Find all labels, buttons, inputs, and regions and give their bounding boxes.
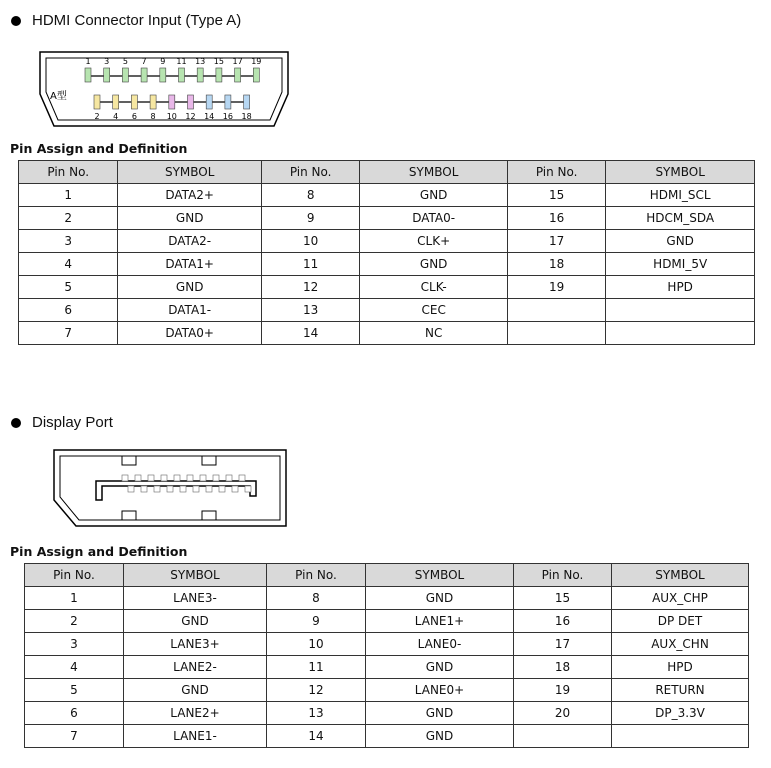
pin-number-cell: 7 [19, 322, 118, 345]
hdmi-pin [235, 68, 241, 82]
hdmi-pin [131, 95, 137, 109]
header-symbol: SYMBOL [612, 564, 749, 587]
pin-number-cell: 3 [25, 633, 124, 656]
pin-number-cell: 13 [261, 299, 359, 322]
pin-symbol-cell: DP DET [612, 610, 749, 633]
pin-number-cell [507, 299, 605, 322]
table-header-row [25, 564, 749, 587]
pin-number-cell: 4 [19, 253, 118, 276]
pin-number-cell: 15 [507, 184, 605, 207]
hdmi-pin [94, 95, 100, 109]
hdmi-pin [225, 95, 231, 109]
table-row [25, 702, 749, 725]
pin-number-cell: 1 [25, 587, 124, 610]
pin-number-cell: 5 [19, 276, 118, 299]
dp-pin [122, 475, 128, 481]
pin-number-label: 9 [160, 57, 166, 66]
pin-number-cell: 12 [267, 679, 366, 702]
table-row [19, 322, 755, 345]
header-symbol: SYMBOL [124, 564, 267, 587]
hdmi-pin [188, 95, 194, 109]
dp-pin [232, 486, 238, 492]
pin-number-cell: 7 [25, 725, 124, 748]
pin-symbol-cell: AUX_CHP [612, 587, 749, 610]
hdmi-bottom-pin-row [94, 95, 252, 121]
pin-symbol-cell: LANE0- [366, 633, 514, 656]
hdmi-pin [122, 68, 128, 82]
hdmi-pin [113, 95, 119, 109]
pin-number-cell: 16 [507, 207, 605, 230]
pin-symbol-cell: LANE3- [124, 587, 267, 610]
pin-number-cell: 11 [267, 656, 366, 679]
pin-symbol-cell [606, 299, 755, 322]
table-row [25, 633, 749, 656]
header-symbol: SYMBOL [360, 161, 508, 184]
pin-number-label: 1 [85, 57, 91, 66]
pin-number-cell: 10 [261, 230, 359, 253]
pin-number-label: 17 [232, 57, 243, 66]
pin-symbol-cell: GND [118, 207, 262, 230]
pin-symbol-cell: LANE1- [124, 725, 267, 748]
pin-number-cell: 6 [25, 702, 124, 725]
pin-symbol-cell: RETURN [612, 679, 749, 702]
hdmi-pin [197, 68, 203, 82]
pin-symbol-cell: HDCM_SDA [606, 207, 755, 230]
dp-pin [148, 475, 154, 481]
pin-number-cell: 19 [507, 276, 605, 299]
hdmi-pin [206, 95, 212, 109]
dp-pin [154, 486, 160, 492]
pin-symbol-cell: DATA2- [118, 230, 262, 253]
pin-number-cell: 15 [514, 587, 612, 610]
pin-number-label: 4 [113, 112, 119, 121]
hdmi-pin [216, 68, 222, 82]
hdmi-pin-table [18, 160, 755, 345]
pin-symbol-cell: GND [366, 725, 514, 748]
pin-number-cell: 14 [261, 322, 359, 345]
pin-symbol-cell: CLK- [360, 276, 508, 299]
pin-symbol-cell: GND [366, 656, 514, 679]
table-row [19, 230, 755, 253]
pin-number-label: 12 [185, 112, 196, 121]
pin-symbol-cell: GND [360, 253, 508, 276]
pin-number-cell: 9 [267, 610, 366, 633]
pin-number-label: 3 [104, 57, 110, 66]
pin-symbol-cell: HDMI_5V [606, 253, 755, 276]
dp-table-title: Pin Assign and Definition [10, 544, 188, 559]
dp-heading [11, 414, 113, 431]
table-header-row [19, 161, 755, 184]
bullet-icon [11, 16, 21, 26]
header-pin-no: Pin No. [19, 161, 118, 184]
dp-pin [200, 475, 206, 481]
pin-number-cell: 2 [25, 610, 124, 633]
pin-symbol-cell: GND [124, 610, 267, 633]
header-pin-no: Pin No. [507, 161, 605, 184]
pin-symbol-cell: GND [124, 679, 267, 702]
pin-number-cell: 4 [25, 656, 124, 679]
pin-symbol-cell [606, 322, 755, 345]
pin-number-label: 10 [166, 112, 177, 121]
pin-symbol-cell: LANE2- [124, 656, 267, 679]
pin-symbol-cell: LANE3+ [124, 633, 267, 656]
header-symbol: SYMBOL [118, 161, 262, 184]
hdmi-pin [141, 68, 147, 82]
dp-pin [213, 475, 219, 481]
pin-number-cell: 6 [19, 299, 118, 322]
pin-number-cell: 12 [261, 276, 359, 299]
pin-number-label: 5 [122, 57, 128, 66]
hdmi-table-title: Pin Assign and Definition [10, 141, 188, 156]
pin-number-label: 18 [241, 112, 252, 121]
pin-number-cell: 14 [267, 725, 366, 748]
pin-symbol-cell: DATA1- [118, 299, 262, 322]
header-symbol: SYMBOL [606, 161, 755, 184]
pin-symbol-cell: GND [360, 184, 508, 207]
pin-symbol-cell: DATA0- [360, 207, 508, 230]
pin-symbol-cell: CEC [360, 299, 508, 322]
pin-symbol-cell: LANE0+ [366, 679, 514, 702]
pin-number-label: 8 [150, 112, 156, 121]
pin-number-cell [507, 322, 605, 345]
header-pin-no: Pin No. [261, 161, 359, 184]
pin-number-cell: 10 [267, 633, 366, 656]
displayport-connector-diagram [52, 448, 288, 528]
hdmi-pin [104, 68, 110, 82]
pin-number-cell: 19 [514, 679, 612, 702]
dp-pin [180, 486, 186, 492]
pin-symbol-cell: GND [366, 587, 514, 610]
dp-pin [219, 486, 225, 492]
pin-number-cell: 8 [261, 184, 359, 207]
pin-number-label: 14 [204, 112, 215, 121]
dp-pin [167, 486, 173, 492]
hdmi-heading-text: HDMI Connector Input (Type A) [32, 12, 242, 29]
pin-symbol-cell: DATA2+ [118, 184, 262, 207]
pin-number-cell: 13 [267, 702, 366, 725]
pin-number-cell: 9 [261, 207, 359, 230]
header-pin-no: Pin No. [267, 564, 366, 587]
hdmi-pin [169, 95, 175, 109]
pin-symbol-cell: CLK+ [360, 230, 508, 253]
pin-symbol-cell: GND [366, 702, 514, 725]
header-pin-no: Pin No. [25, 564, 124, 587]
pin-number-cell: 1 [19, 184, 118, 207]
pin-symbol-cell: DP_3.3V [612, 702, 749, 725]
pin-number-cell: 17 [507, 230, 605, 253]
dp-pin [161, 475, 167, 481]
pin-symbol-cell: DATA0+ [118, 322, 262, 345]
hdmi-pin [160, 68, 166, 82]
pin-symbol-cell: DATA1+ [118, 253, 262, 276]
pin-symbol-cell: HDMI_SCL [606, 184, 755, 207]
connector-type-label: A型 [50, 91, 67, 102]
hdmi-pin [244, 95, 250, 109]
table-row [25, 725, 749, 748]
table-row [19, 253, 755, 276]
hdmi-connector-diagram [36, 50, 292, 130]
pin-number-label: 15 [213, 57, 224, 66]
pin-number-cell: 11 [261, 253, 359, 276]
pin-symbol-cell: LANE2+ [124, 702, 267, 725]
hdmi-pin [179, 68, 185, 82]
table-row [25, 587, 749, 610]
pin-number-cell: 17 [514, 633, 612, 656]
table-row [19, 276, 755, 299]
pin-symbol-cell: LANE1+ [366, 610, 514, 633]
pin-symbol-cell [612, 725, 749, 748]
pin-symbol-cell: GND [606, 230, 755, 253]
dp-heading-text: Display Port [32, 414, 113, 431]
table-row [25, 656, 749, 679]
pin-number-cell: 20 [514, 702, 612, 725]
pin-number-cell: 16 [514, 610, 612, 633]
header-symbol: SYMBOL [366, 564, 514, 587]
pin-number-cell: 5 [25, 679, 124, 702]
pin-number-cell: 3 [19, 230, 118, 253]
pin-number-label: 7 [141, 57, 147, 66]
dp-pin [239, 475, 245, 481]
pin-symbol-cell: GND [118, 276, 262, 299]
dp-pin [135, 475, 141, 481]
table-row [19, 299, 755, 322]
dp-pin [206, 486, 212, 492]
dp-pin [193, 486, 199, 492]
table-row [19, 207, 755, 230]
table-row [25, 610, 749, 633]
pin-number-label: 19 [251, 57, 262, 66]
pin-number-cell: 18 [507, 253, 605, 276]
pin-symbol-cell: NC [360, 322, 508, 345]
bullet-icon [11, 418, 21, 428]
table-row [25, 679, 749, 702]
dp-pin [245, 486, 251, 492]
dp-pin [187, 475, 193, 481]
pin-number-label: 13 [195, 57, 206, 66]
dp-pin [226, 475, 232, 481]
header-pin-no: Pin No. [514, 564, 612, 587]
dp-pin [141, 486, 147, 492]
dp-pin-table [24, 563, 749, 748]
dp-pin [174, 475, 180, 481]
hdmi-heading [11, 12, 241, 29]
pin-symbol-cell: HPD [606, 276, 755, 299]
pin-number-label: 16 [222, 112, 233, 121]
pin-number-cell [514, 725, 612, 748]
pin-number-cell: 2 [19, 207, 118, 230]
hdmi-pin [150, 95, 156, 109]
table-row [19, 184, 755, 207]
pin-number-label: 11 [176, 57, 187, 66]
pin-symbol-cell: AUX_CHN [612, 633, 749, 656]
pin-symbol-cell: HPD [612, 656, 749, 679]
hdmi-pin [85, 68, 91, 82]
hdmi-pin [253, 68, 259, 82]
pin-number-cell: 8 [267, 587, 366, 610]
pin-number-label: 2 [94, 112, 100, 121]
pin-number-cell: 18 [514, 656, 612, 679]
pin-number-label: 6 [131, 112, 137, 121]
dp-pin [128, 486, 134, 492]
